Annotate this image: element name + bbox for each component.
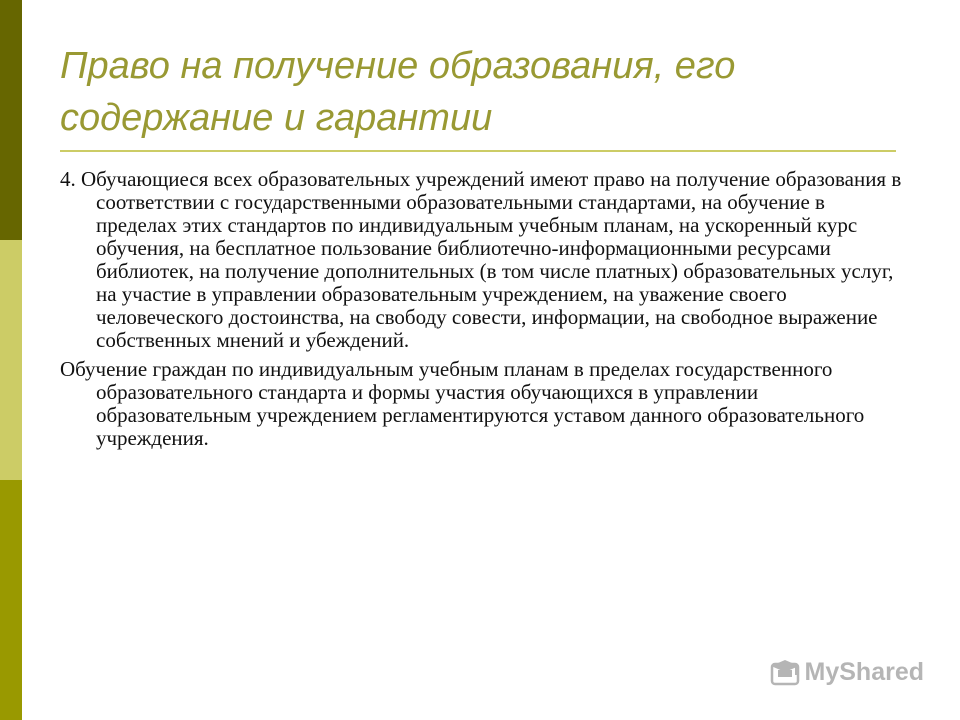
body-paragraph-2: Обучение граждан по индивидуальным учебным планам в пределах государственного образовательного стандарта и формы участия обучающихся в управлении образовательным учреждением регламентируются уставом данного образовательного учреждения. xyxy=(60,357,865,450)
title-underline xyxy=(60,150,896,152)
slide-body xyxy=(60,168,910,456)
slide-title-line-1: Право на получение образования, его xyxy=(60,45,736,87)
body-paragraph-1: 4. Обучающиеся всех образовательных учреждений имеют право на получение образования в соответствии с государственными образовательными стандартами, на обучение в пределах этих стандартов по индивидуальным учебным планам, на ускоренный курс обучения, на бесплатное пользование библиотечно-информационными ресурсами библиотек, на получение дополнительных (в том числе платных) образовательных услуг, на участие в управлении образовательным учреждением, на уважение своего человеческого достоинства, на свободу совести, информации, на свободное выражение собственных мнений и убеждений. xyxy=(60,167,902,352)
slide-title-line-2: содержание и гарантии xyxy=(60,97,493,139)
watermark-text: MyShared xyxy=(804,657,924,686)
slide-title xyxy=(60,40,920,144)
side-band-top xyxy=(0,0,22,240)
side-band-middle xyxy=(0,240,22,480)
side-band-bottom xyxy=(0,480,22,720)
watermark xyxy=(769,656,924,688)
mortarboard-icon xyxy=(769,656,801,688)
